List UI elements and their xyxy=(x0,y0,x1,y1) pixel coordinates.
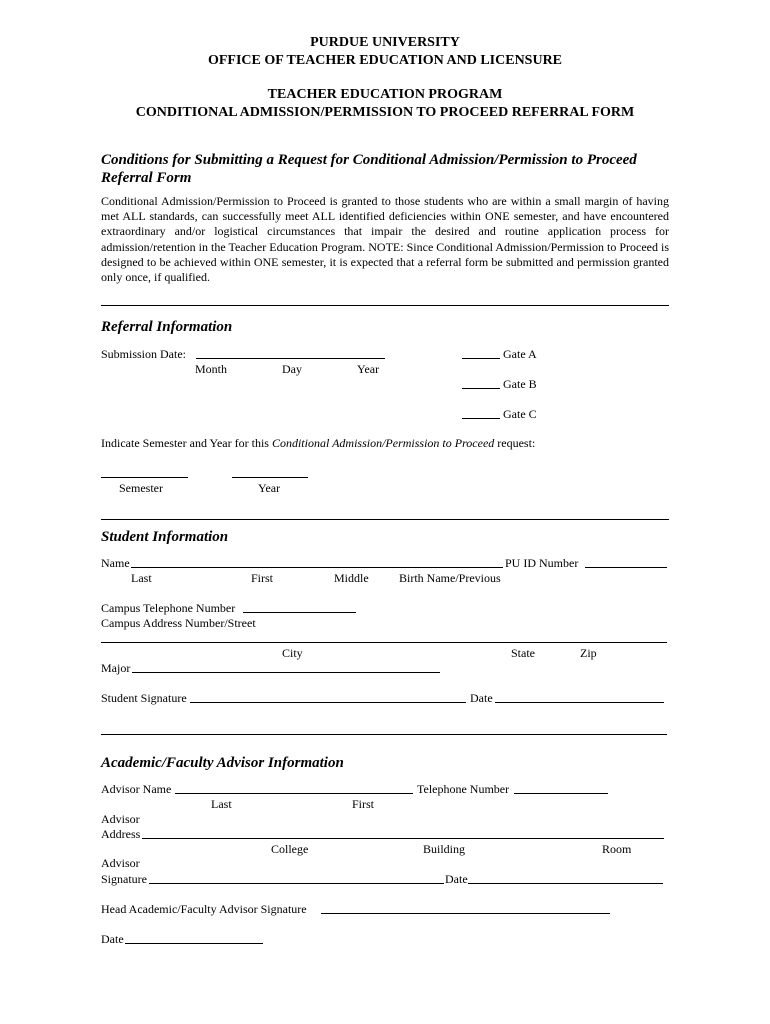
program-title: TEACHER EDUCATION PROGRAM xyxy=(267,87,503,102)
student-signature-field[interactable] xyxy=(190,702,466,703)
section-divider xyxy=(101,519,669,520)
state-label: State xyxy=(511,646,535,660)
building-label: Building xyxy=(423,842,466,856)
conditions-paragraph: Conditional Admission/Permission to Proceed is granted to those students who are within a small margin of having met ALL standards, can successfully meet ALL identified deficiencies within ONE semester, and have encountered extraordinary and/or logistical circumstances that impair the desired and routine application process for admission/retention in the Teacher Education Program. NOTE: Since Conditional Admission/Permission to Proceed is designed to be achieved within ONE semester, it is expected that a referral form be submitted and permission granted only once, if qualified. xyxy=(101,194,669,285)
advisor-signature-field[interactable] xyxy=(149,883,444,884)
section-divider xyxy=(101,305,669,306)
advisor-address-field[interactable] xyxy=(142,838,664,839)
pu-id-field[interactable] xyxy=(585,567,667,568)
campus-phone-label: Campus Telephone Number xyxy=(101,601,236,615)
office-name: OFFICE OF TEACHER EDUCATION AND LICENSURE xyxy=(207,53,563,68)
first-name-label: First xyxy=(251,571,274,585)
advisor-heading: Academic/Faculty Advisor Information xyxy=(101,755,344,771)
referral-heading: Referral Information xyxy=(101,319,233,335)
middle-name-label: Middle xyxy=(334,571,369,585)
day-label: Day xyxy=(282,362,302,376)
campus-address-field[interactable] xyxy=(101,642,667,643)
city-label: City xyxy=(282,646,303,660)
advisor-date-field[interactable] xyxy=(468,883,663,884)
indicate-semester-text: Indicate Semester and Year for this Conditional Admission/Permission to Proceed request: xyxy=(101,436,536,450)
advisor-first-label: First xyxy=(352,797,375,811)
student-heading: Student Information xyxy=(101,529,229,545)
month-label: Month xyxy=(195,362,228,376)
conditions-heading-line2: Referral Form xyxy=(101,170,192,186)
gate-a-label: Gate A xyxy=(503,347,537,361)
birth-name-label: Birth Name/Previous xyxy=(399,571,501,585)
student-date-label: Date xyxy=(470,691,493,705)
advisor-telephone-label: Telephone Number xyxy=(417,782,510,796)
form-title: CONDITIONAL ADMISSION/PERMISSION TO PROCEED REFERRAL FORM xyxy=(135,105,635,120)
campus-address-label: Campus Address Number/Street xyxy=(101,616,256,630)
room-label: Room xyxy=(602,842,632,856)
head-advisor-signature-label: Head Academic/Faculty Advisor Signature xyxy=(101,902,307,916)
gate-b-label: Gate B xyxy=(503,377,537,391)
name-field[interactable] xyxy=(131,567,503,568)
semester-field[interactable] xyxy=(101,477,188,478)
gate-a-checkbox[interactable] xyxy=(462,358,500,359)
year-label: Year xyxy=(357,362,380,376)
bottom-date-label: Date xyxy=(101,932,124,946)
advisor-date-label: Date xyxy=(445,872,468,886)
advisor-name-label: Advisor Name xyxy=(101,782,172,796)
gate-c-label: Gate C xyxy=(503,407,537,421)
pu-id-label: PU ID Number xyxy=(505,556,579,570)
advisor-signature-label-2: Signature xyxy=(101,872,147,886)
submission-date-field[interactable] xyxy=(196,358,385,359)
gate-c-checkbox[interactable] xyxy=(462,418,500,419)
advisor-signature-label-1: Advisor xyxy=(101,856,140,870)
last-name-label: Last xyxy=(131,571,152,585)
bottom-date-field[interactable] xyxy=(125,943,263,944)
campus-phone-field[interactable] xyxy=(243,612,356,613)
advisor-last-label: Last xyxy=(211,797,232,811)
head-advisor-signature-field[interactable] xyxy=(321,913,610,914)
student-signature-label: Student Signature xyxy=(101,691,187,705)
section-divider xyxy=(101,734,667,735)
student-date-field[interactable] xyxy=(495,702,664,703)
major-field[interactable] xyxy=(132,672,440,673)
gate-b-checkbox[interactable] xyxy=(462,388,500,389)
zip-label: Zip xyxy=(580,646,597,660)
major-label: Major xyxy=(101,661,131,675)
year-field-label: Year xyxy=(258,481,281,495)
advisor-address-label-2: Address xyxy=(101,827,141,841)
conditions-heading-line1: Conditions for Submitting a Request for Conditional Admission/Permission to Proceed xyxy=(101,152,637,168)
year-field[interactable] xyxy=(232,477,308,478)
college-label: College xyxy=(271,842,309,856)
submission-date-label: Submission Date: xyxy=(101,347,187,361)
advisor-address-label-1: Advisor xyxy=(101,812,140,826)
name-label: Name xyxy=(101,556,130,570)
university-name: PURDUE UNIVERSITY xyxy=(310,35,460,50)
advisor-telephone-field[interactable] xyxy=(514,793,608,794)
semester-label: Semester xyxy=(119,481,163,495)
advisor-name-field[interactable] xyxy=(175,793,413,794)
